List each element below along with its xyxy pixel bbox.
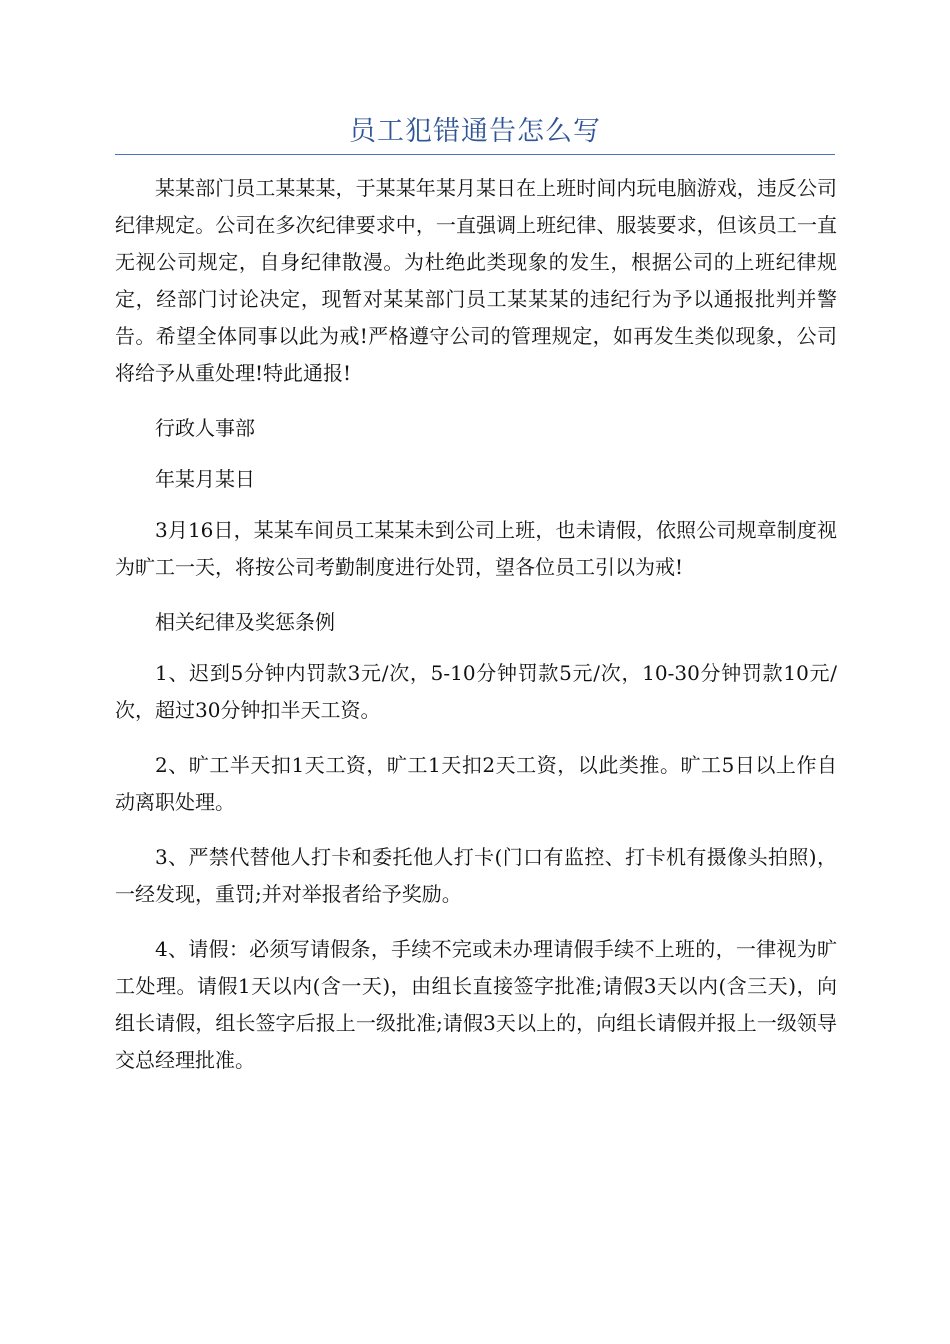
paragraph-rule-4: 4、请假：必须写请假条，手续不完或未办理请假手续不上班的，一律视为旷工处理。请假1天以内(含一天)，由组长直接签字批准;请假3天以内(含三天)，向组长请假，组长签字后报上一级批准;请假3天以上的，向组长请假并报上一级领导交总经理批准。 (115, 937, 837, 1072)
paragraph-rule-2: 2、旷工半天扣1天工资，旷工1天扣2天工资，以此类推。旷工5日以上作自动离职处理。 (115, 753, 837, 814)
paragraph-date: 年某月某日 (155, 467, 255, 491)
paragraph-notice-1: 某某部门员工某某某，于某某年某月某日在上班时间内玩电脑游戏，违反公司纪律规定。公司在多次纪律要求中，一直强调上班纪律、服装要求，但该员工一直无视公司规定，自身纪律散漫。为杜绝此类现象的发生，根据公司的上班纪律规定，经部门讨论决定，现暂对某某部门员工某某某的违纪行为予以通报批判并警告。希望全体同事以此为戒!严格遵守公司的管理规定，如再发生类似现象，公司将给予从重处理!特此通报! (115, 176, 837, 385)
paragraph-department: 行政人事部 (155, 416, 255, 440)
paragraph-notice-2: 3月16日，某某车间员工某某未到公司上班，也未请假，依照公司规章制度视为旷工一天，将按公司考勤制度进行处罚，望各位员工引以为戒! (115, 518, 837, 579)
paragraph-rule-3: 3、严禁代替他人打卡和委托他人打卡(门口有监控、打卡机有摄像头拍照)，一经发现，重罚;并对举报者给予奖励。 (115, 845, 837, 906)
paragraph-rules-heading: 相关纪律及奖惩条例 (155, 610, 335, 634)
document-body (115, 170, 837, 1097)
paragraph-rule-1: 1、迟到5分钟内罚款3元/次，5-10分钟罚款5元/次，10-30分钟罚款10元/次，超过30分钟扣半天工资。 (115, 661, 837, 722)
document-title: 员工犯错通告怎么写 (349, 116, 601, 147)
title-underline (115, 154, 835, 155)
